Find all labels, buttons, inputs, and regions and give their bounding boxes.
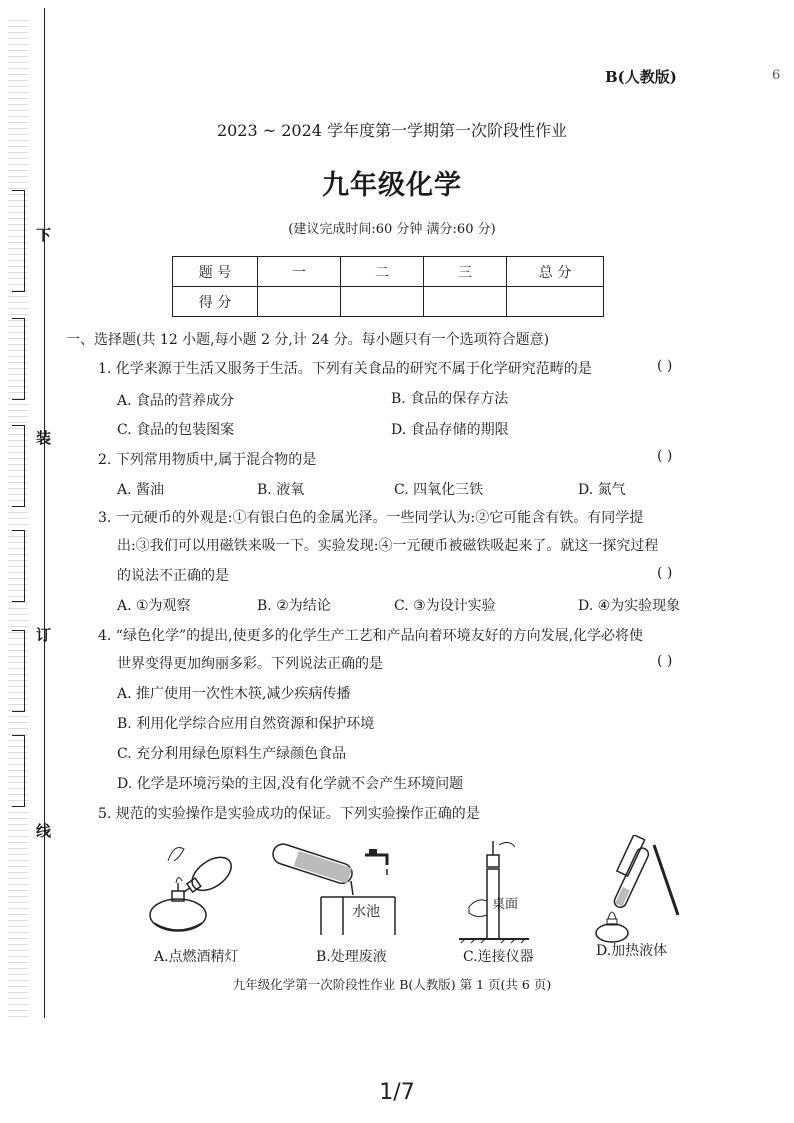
caption-b: B.处理废液 — [316, 949, 387, 965]
caption-d: D.加热液体 — [596, 943, 668, 959]
binding-char-ding: 订 — [36, 626, 52, 644]
score-cell: 总 分 — [507, 257, 604, 287]
answer-blank[interactable]: ( ) — [657, 653, 673, 669]
question-1: 1. 化学来源于生活又服务于生活。下列有关食品的研究不属于化学研究范畴的是 — [98, 361, 592, 377]
binding-bracket — [12, 735, 25, 807]
section-title: 一、选择题(共 12 小题,每小题 2 分,计 24 分。每小题只有一个选项符合题意) — [66, 332, 550, 348]
answer-blank[interactable]: ( ) — [657, 448, 673, 464]
binding-bracket — [12, 530, 25, 602]
q2-option-d: D. 氮气 — [578, 482, 626, 498]
score-input-cell[interactable] — [424, 287, 507, 317]
q2-option-c: C. 四氧化三铁 — [394, 482, 484, 498]
q4-option-d: D. 化学是环境污染的主因,没有化学就不会产生环境问题 — [117, 776, 464, 792]
exam-title-line: 2023 ~ 2024 学年度第一学期第一次阶段性作业 — [216, 121, 568, 140]
question-2: 2. 下列常用物质中,属于混合物的是 — [98, 452, 317, 468]
q4-option-c: C. 充分利用绿色原料生产绿颜色食品 — [117, 746, 347, 762]
score-table-score-row — [173, 287, 604, 317]
corner-mark: 6 — [772, 68, 781, 83]
subject-title: 九年级化学 — [322, 170, 462, 201]
question-3-line1: 3. 一元硬币的外观是:①有银白色的金属光泽。一些同学认为:②它可能含有铁。有同学提 — [98, 510, 644, 526]
table-label: 桌面 — [492, 897, 519, 912]
binding-bracket — [12, 318, 25, 400]
q1-option-b: B. 食品的保存方法 — [391, 391, 509, 407]
q1-option-a: A. 食品的营养成分 — [117, 393, 235, 409]
binding-char-xian: 线 — [36, 822, 52, 840]
binding-line — [44, 8, 45, 1018]
figure-d-heat-liquid — [588, 835, 688, 947]
binding-bracket — [12, 425, 25, 507]
q3-option-d: D. ④为实验现象 — [578, 598, 681, 614]
caption-c: C.连接仪器 — [463, 949, 534, 965]
q2-option-a: A. 酱油 — [117, 482, 165, 498]
exam-info: (建议完成时间:60 分钟 满分:60 分) — [288, 222, 496, 237]
score-input-cell[interactable] — [258, 287, 341, 317]
answer-blank[interactable]: ( ) — [657, 358, 673, 374]
binding-bracket — [12, 190, 25, 292]
score-table — [172, 256, 604, 317]
q1-option-c: C. 食品的包装图案 — [117, 422, 235, 438]
score-cell: 得 分 — [173, 287, 258, 317]
question-4-line1: 4. “绿色化学”的提出,使更多的化学生产工艺和产品向着环境友好的方向发展,化学必将使 — [98, 628, 644, 644]
binding-char-zhuang: 装 — [36, 429, 52, 447]
question-3-line3: 的说法不正确的是 — [117, 568, 229, 584]
q4-option-b: B. 利用化学综合应用自然资源和保护环境 — [117, 716, 375, 732]
score-input-cell[interactable] — [507, 287, 604, 317]
figure-c-connect-apparatus — [455, 835, 535, 947]
figure-a-light-lamp — [140, 835, 250, 947]
edition-label: B(人教版) — [605, 68, 677, 86]
sink-label: 水池 — [352, 904, 380, 920]
q3-option-b: B. ②为结论 — [257, 598, 331, 614]
figure-b-waste-liquid — [265, 835, 405, 947]
score-cell: 题 号 — [173, 257, 258, 287]
q2-option-b: B. 液氧 — [257, 482, 305, 498]
question-3-line2: 出:③我们可以用磁铁来吸一下。实验发现:④一元硬币被磁铁吸起来了。就这一探究过程 — [117, 538, 659, 554]
binding-bracket — [12, 630, 25, 712]
score-table-header-row — [173, 257, 604, 287]
caption-a: A.点燃酒精灯 — [154, 949, 239, 965]
score-cell: 二 — [341, 257, 424, 287]
score-input-cell[interactable] — [341, 287, 424, 317]
q4-option-a: A. 推广使用一次性木筷,减少疾病传播 — [117, 686, 351, 702]
page-footer: 九年级化学第一次阶段性作业 B(人教版) 第 1 页(共 6 页) — [232, 977, 552, 992]
q1-option-d: D. 食品存储的期限 — [391, 422, 509, 438]
page-indicator: 1/7 — [379, 1080, 415, 1105]
answer-blank[interactable]: ( ) — [657, 565, 673, 581]
question-5: 5. 规范的实验操作是实验成功的保证。下列实验操作正确的是 — [98, 806, 480, 822]
q3-option-c: C. ③为设计实验 — [394, 598, 496, 614]
score-cell: 三 — [424, 257, 507, 287]
q3-option-a: A. ①为观察 — [117, 598, 191, 614]
score-cell: 一 — [258, 257, 341, 287]
binding-char-xia: 下 — [36, 226, 52, 244]
question-4-line2: 世界变得更加绚丽多彩。下列说法正确的是 — [117, 656, 383, 672]
